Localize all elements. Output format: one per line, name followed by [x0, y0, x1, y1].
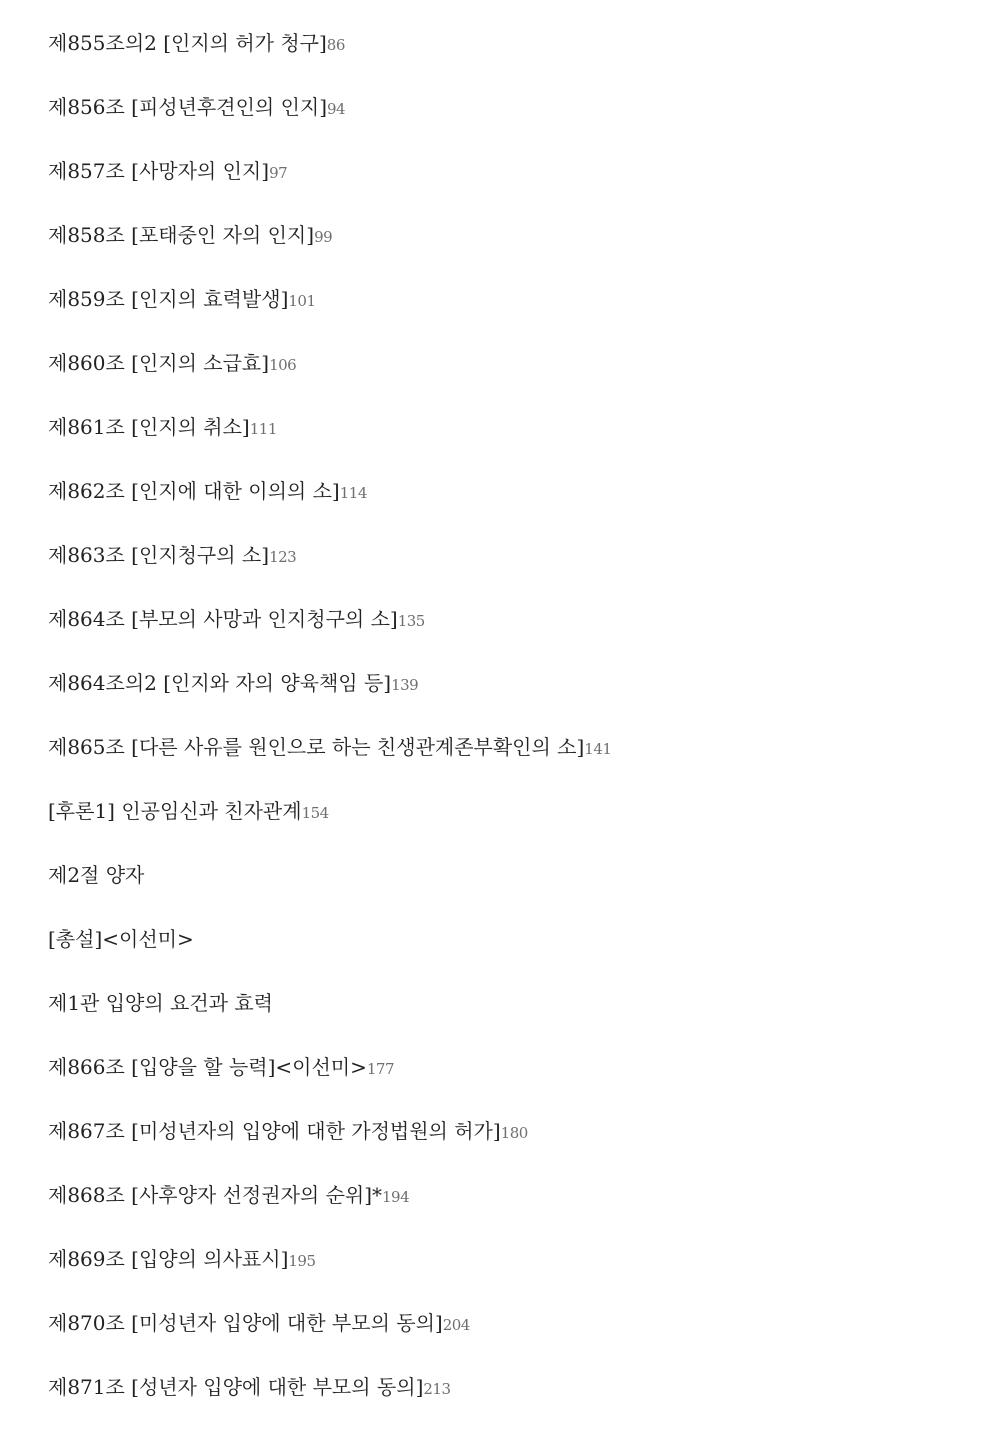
toc-entry: [48, 347, 611, 411]
entry-page-number: 204: [442, 1316, 470, 1334]
entry-title: [후론1] 인공임신과 친자관계: [48, 799, 302, 823]
entry-title: 제856조 [피성년후견인의 인지]: [48, 95, 328, 119]
entry-title: 제857조 [사망자의 인지]: [48, 159, 270, 183]
entry-page-number: 106: [269, 356, 297, 374]
entry-page-number: 195: [288, 1252, 316, 1270]
entry-page-number: 97: [269, 164, 288, 182]
toc-entry: [48, 1243, 611, 1307]
entry-title: 제864조의2 [인지와 자의 양육책임 등]: [48, 671, 392, 695]
entry-title: 제871조 [성년자 입양에 대한 부모의 동의]: [48, 1375, 424, 1399]
toc-entry: [48, 923, 611, 987]
toc-entry: [48, 1051, 611, 1115]
toc-entry: [48, 667, 611, 731]
toc-entry: [48, 27, 611, 91]
entry-title: 제861조 [인지의 취소]: [48, 415, 250, 439]
entry-page-number: 111: [249, 420, 277, 438]
entry-page-number: 154: [301, 804, 329, 822]
entry-page-number: 139: [391, 676, 419, 694]
entry-page-number: 135: [397, 612, 425, 630]
entry-title: 제863조 [인지청구의 소]: [48, 543, 270, 567]
entry-title: 제865조 [다른 사유를 원인으로 하는 친생관계존부확인의 소]: [48, 735, 585, 759]
entry-page-number: 101: [288, 292, 316, 310]
entry-title: 제2절 양자: [48, 863, 145, 887]
toc-entry: [48, 603, 611, 667]
entry-title: 제870조 [미성년자 입양에 대한 부모의 동의]: [48, 1311, 443, 1335]
entry-page-number: 180: [500, 1124, 528, 1142]
toc-entry: [48, 283, 611, 347]
toc-entry: [48, 475, 611, 539]
toc-entry: [48, 411, 611, 475]
entry-page-number: 114: [339, 484, 367, 502]
entry-page-number: 141: [584, 740, 612, 758]
entry-title: 제859조 [인지의 효력발생]: [48, 287, 289, 311]
entry-title: 제862조 [인지에 대한 이의의 소]: [48, 479, 340, 503]
toc-entry: [48, 1179, 611, 1243]
toc-entry: [48, 539, 611, 603]
toc-entry: [48, 1307, 611, 1371]
toc-entry: [48, 91, 611, 155]
toc-entry: [48, 1115, 611, 1179]
entry-page-number: 177: [366, 1060, 395, 1078]
entry-title: [총설]<이선미>: [48, 927, 194, 951]
entry-page-number: 99: [314, 228, 333, 246]
entry-page-number: 94: [327, 100, 346, 118]
toc-entry: [48, 1371, 611, 1435]
toc-entry: [48, 795, 611, 859]
section-heading: [48, 859, 611, 923]
entry-title: 제858조 [포태중인 자의 인지]: [48, 223, 315, 247]
entry-title: 제866조 [입양을 할 능력]<이선미>: [48, 1055, 367, 1079]
entry-title: 제855조의2 [인지의 허가 청구]: [48, 31, 327, 55]
entry-title: 제1관 입양의 요건과 효력: [48, 991, 273, 1015]
entry-title: 제860조 [인지의 소급효]: [48, 351, 270, 375]
subsection-heading: [48, 987, 611, 1051]
entry-title: 제867조 [미성년자의 입양에 대한 가정법원의 허가]: [48, 1119, 501, 1143]
entry-page-number: 123: [269, 548, 297, 566]
entry-title: 제869조 [입양의 의사표시]: [48, 1247, 289, 1271]
toc-entry: [48, 219, 611, 283]
entry-title: 제864조 [부모의 사망과 인지청구의 소]: [48, 607, 398, 631]
entry-title: 제868조 [사후양자 선정권자의 순위]*: [48, 1183, 383, 1207]
entry-page-number: 86: [326, 36, 345, 54]
toc-entry: [48, 155, 611, 219]
toc-entry: [48, 731, 611, 795]
table-of-contents: [48, 27, 611, 1435]
entry-page-number: 213: [423, 1380, 451, 1398]
entry-page-number: 194: [382, 1188, 410, 1206]
